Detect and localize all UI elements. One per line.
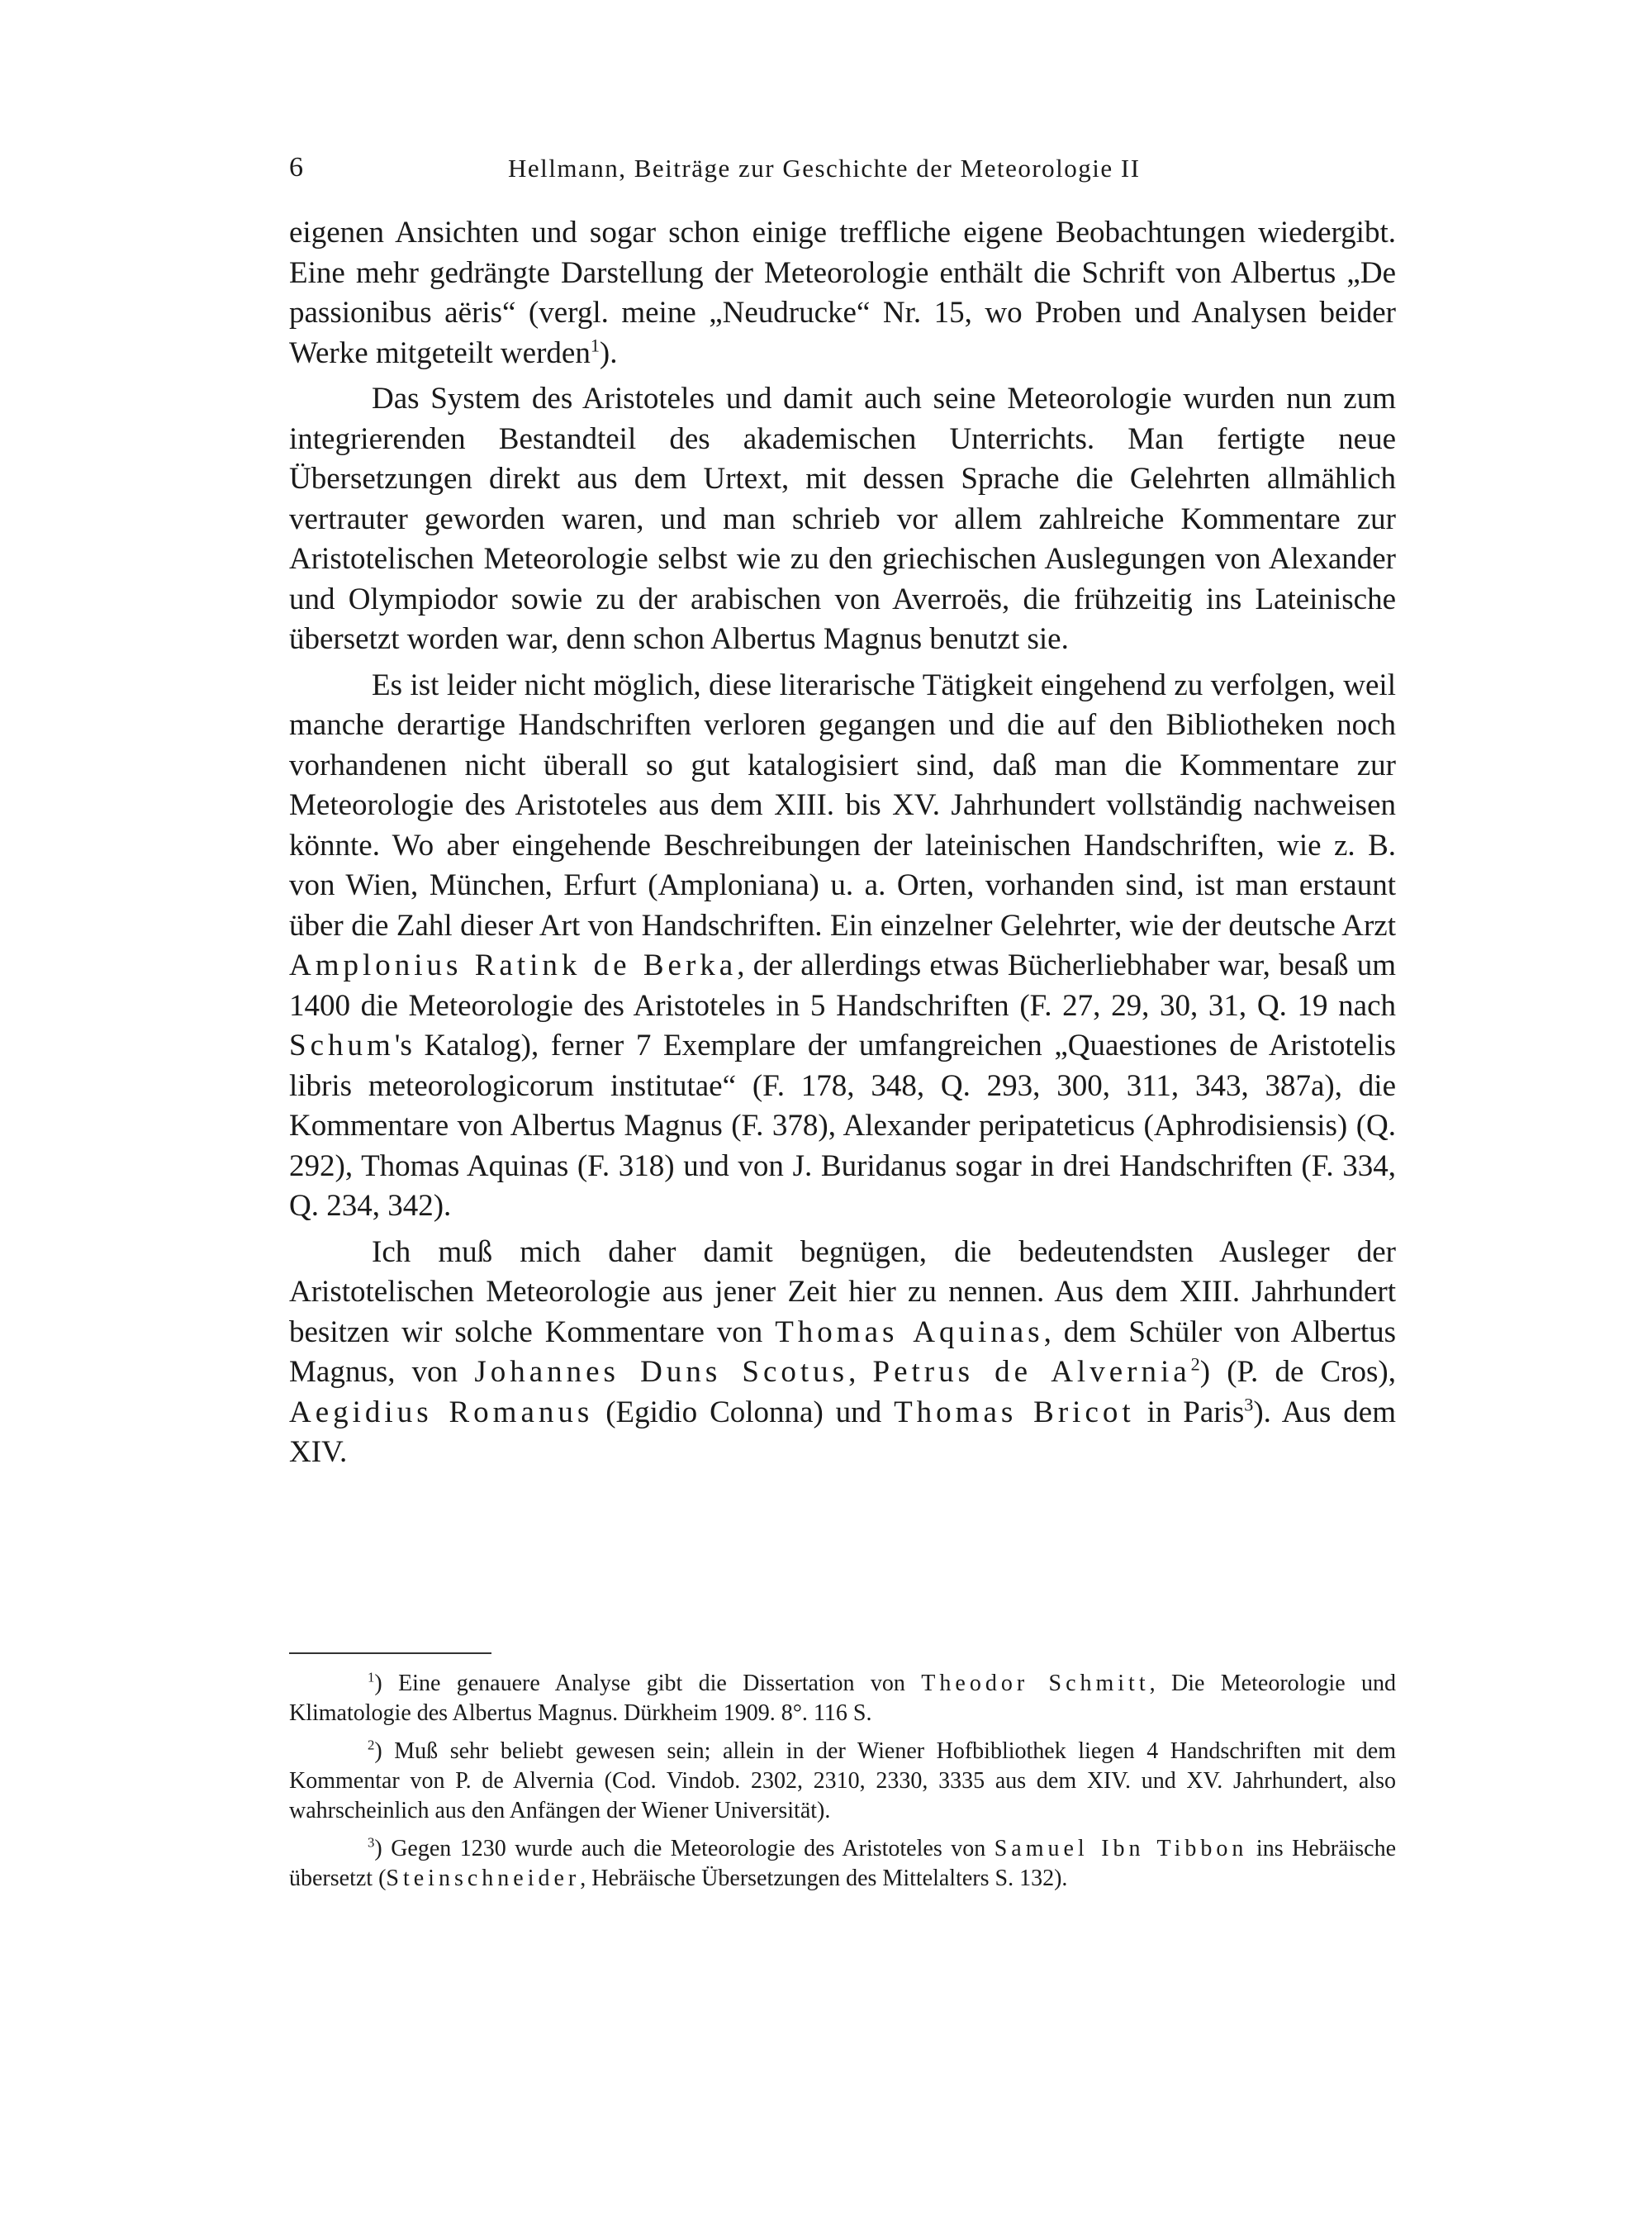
body-text (289, 213, 1396, 1479)
footnote-3-text-b: ins Hebräische übersetzt ( (289, 1836, 1397, 1891)
footnote-3-name-steinschneider: Steinschneider (386, 1866, 581, 1891)
p3-text-b: , der allerdings etwas Bücherliebhaber war, besaß um 1400 die Meteorologie des Aristoteles in 5 Handschriften (F. 27, 29, 30, 31, Q. 19 nach (289, 948, 1396, 1023)
p1-text-b: ). (599, 335, 618, 370)
paragraph-4 (289, 1233, 1396, 1473)
p4-text-b: , dem Schüler von Albertus Magnus, von (289, 1314, 1397, 1389)
p4-name-duns-scotus: Johannes Duns Scotus (474, 1355, 849, 1389)
footnote-3-text-c: , Hebräische Übersetzungen des Mittelalters S. 132). (580, 1866, 1068, 1891)
footnote-1-text-a: ) Eine genauere Analyse gibt die Dissertation von (374, 1671, 905, 1696)
p4-name-aegidius-romanus: Aegidius Romanus (289, 1395, 594, 1429)
footnote-2-number: 2 (368, 1737, 375, 1753)
p4-name-thomas-bricot: Thomas Bricot (894, 1395, 1135, 1429)
p3-text-a: Es ist leider nicht möglich, diese literarische Tätigkeit eingehend zu verfolgen, weil manche derartige Handschriften verloren gegangen und die auf den Bibliotheken noch vorhandenen nicht überall so gut katalogisiert sind, daß man die Kommentare zur Meteorologie des Aristoteles aus dem XIII. bis XV. Jahrhundert vollständig nachweisen könnte. Wo aber eingehende Beschreibungen der lateinischen Handschriften, wie z. B. von Wien, München, Erfurt (Amploniana) u. a. Orten, vorhanden sind, ist man erstaunt über die Zahl dieser Art von Handschriften. Ein einzelner Gelehrter, wie der deutsche Arzt (289, 668, 1396, 943)
p4-text-e: (Egidio Colonna) und (605, 1395, 882, 1429)
footnote-3-name-ibn-tibbon: Samuel Ibn Tibbon (994, 1836, 1248, 1861)
footnote-ref-3: 3 (1244, 1394, 1254, 1415)
p4-text-d: ) (P. de Cros), (1199, 1355, 1396, 1389)
footnote-separator (289, 1652, 491, 1654)
paragraph-1 (289, 213, 1396, 373)
p3-name-schum: Schum (289, 1029, 395, 1062)
footnote-3 (289, 1834, 1396, 1894)
footnote-2 (289, 1737, 1396, 1826)
p1-text-a: eigenen Ansichten und sogar schon einige treffliche eigene Beobachtungen wiedergibt. Eine mehr gedrängte Darstellung der Meteorologie enthält die Schrift von Albertus „De passionibus aëris“ (vergl. meine „Neudrucke“ Nr. 15, wo Proben und Analysen beider Werke mitgeteilt werden (289, 216, 1396, 370)
p4-text-f: in Paris (1146, 1395, 1245, 1429)
running-header (289, 149, 1396, 190)
footnotes (289, 1669, 1396, 1902)
footnote-1-number: 1 (368, 1669, 375, 1685)
p4-text-a: Ich muß mich daher damit begnügen, die bedeutendsten Ausleger der Aristotelischen Meteorologie aus jener Zeit hier zu nennen. Aus dem XIII. Jahrhundert besitzen wir solche Kommentare von (289, 1234, 1396, 1349)
footnote-ref-1: 1 (590, 335, 600, 356)
p4-text-g: ). Aus dem XIV. (289, 1395, 1397, 1469)
page-number: 6 (289, 152, 303, 183)
footnote-ref-2: 2 (1190, 1353, 1200, 1375)
footnote-2-text: ) Muß sehr beliebt gewesen sein; allein in der Wiener Hofbibliothek liegen 4 Handschriften mit dem Kommentar von P. de Alvernia (Cod. Vindob. 2302, 2310, 2330, 3335 aus dem XIV. und XV. Jahrhundert, also wahrscheinlich aus den Anfängen der Wiener Universität). (289, 1738, 1396, 1823)
p4-name-thomas-aquinas: Thomas Aquinas (775, 1314, 1044, 1349)
footnote-1-name: Theodor Schmitt (921, 1671, 1150, 1696)
running-title: Hellmann, Beiträge zur Geschichte der Meteorologie II (508, 154, 1141, 183)
paragraph-2: Das System des Aristoteles und damit auch seine Meteorologie wurden nun zum integrierenden Bestandteil des akademischen Unterrichts. Man fertigte neue Übersetzungen direkt aus dem Urtext, mit dessen Sprache die Gelehrten allmählich vertrauter geworden waren, und man schrieb vor allem zahlreiche Kommentare zur Aristotelischen Meteorologie selbst wie zu den griechischen Auslegungen von Alexander und Olympiodor sowie zu der arabischen von Averroës, die frühzeitig ins Lateinische übersetzt worden war, denn schon Albertus Magnus benutzt sie. (289, 382, 1396, 656)
footnote-3-number: 3 (368, 1834, 375, 1851)
footnote-1 (289, 1669, 1396, 1728)
paragraph-3 (289, 666, 1396, 1227)
p3-text-c: 's Katalog), ferner 7 Exemplare der umfangreichen „Quaestiones de Aristotelis libris meteorologicorum institutae“ (F. 178, 348, Q. 293, 300, 311, 343, 387a), die Kommentare von Albertus Magnus (F. 378), Alexander peripateticus (Aphrodisiensis) (Q. 292), Thomas Aquinas (F. 318) und von J. Buridanus sogar in drei Handschriften (F. 334, Q. 234, 342). (289, 1029, 1396, 1223)
p4-name-petrus-de-alvernia: Petrus de Alvernia (872, 1355, 1191, 1389)
footnote-3-text-a: ) Gegen 1230 wurde auch die Meteorologie des Aristoteles von (374, 1836, 986, 1861)
p4-text-c: , (848, 1355, 857, 1389)
footnote-1-text-b: , Die Meteorologie und Klimatologie des Albertus Magnus. Dürkheim 1909. 8°. 116 S. (289, 1671, 1396, 1726)
p3-name-amplonius: Amplonius Ratink de Berka (289, 948, 738, 982)
